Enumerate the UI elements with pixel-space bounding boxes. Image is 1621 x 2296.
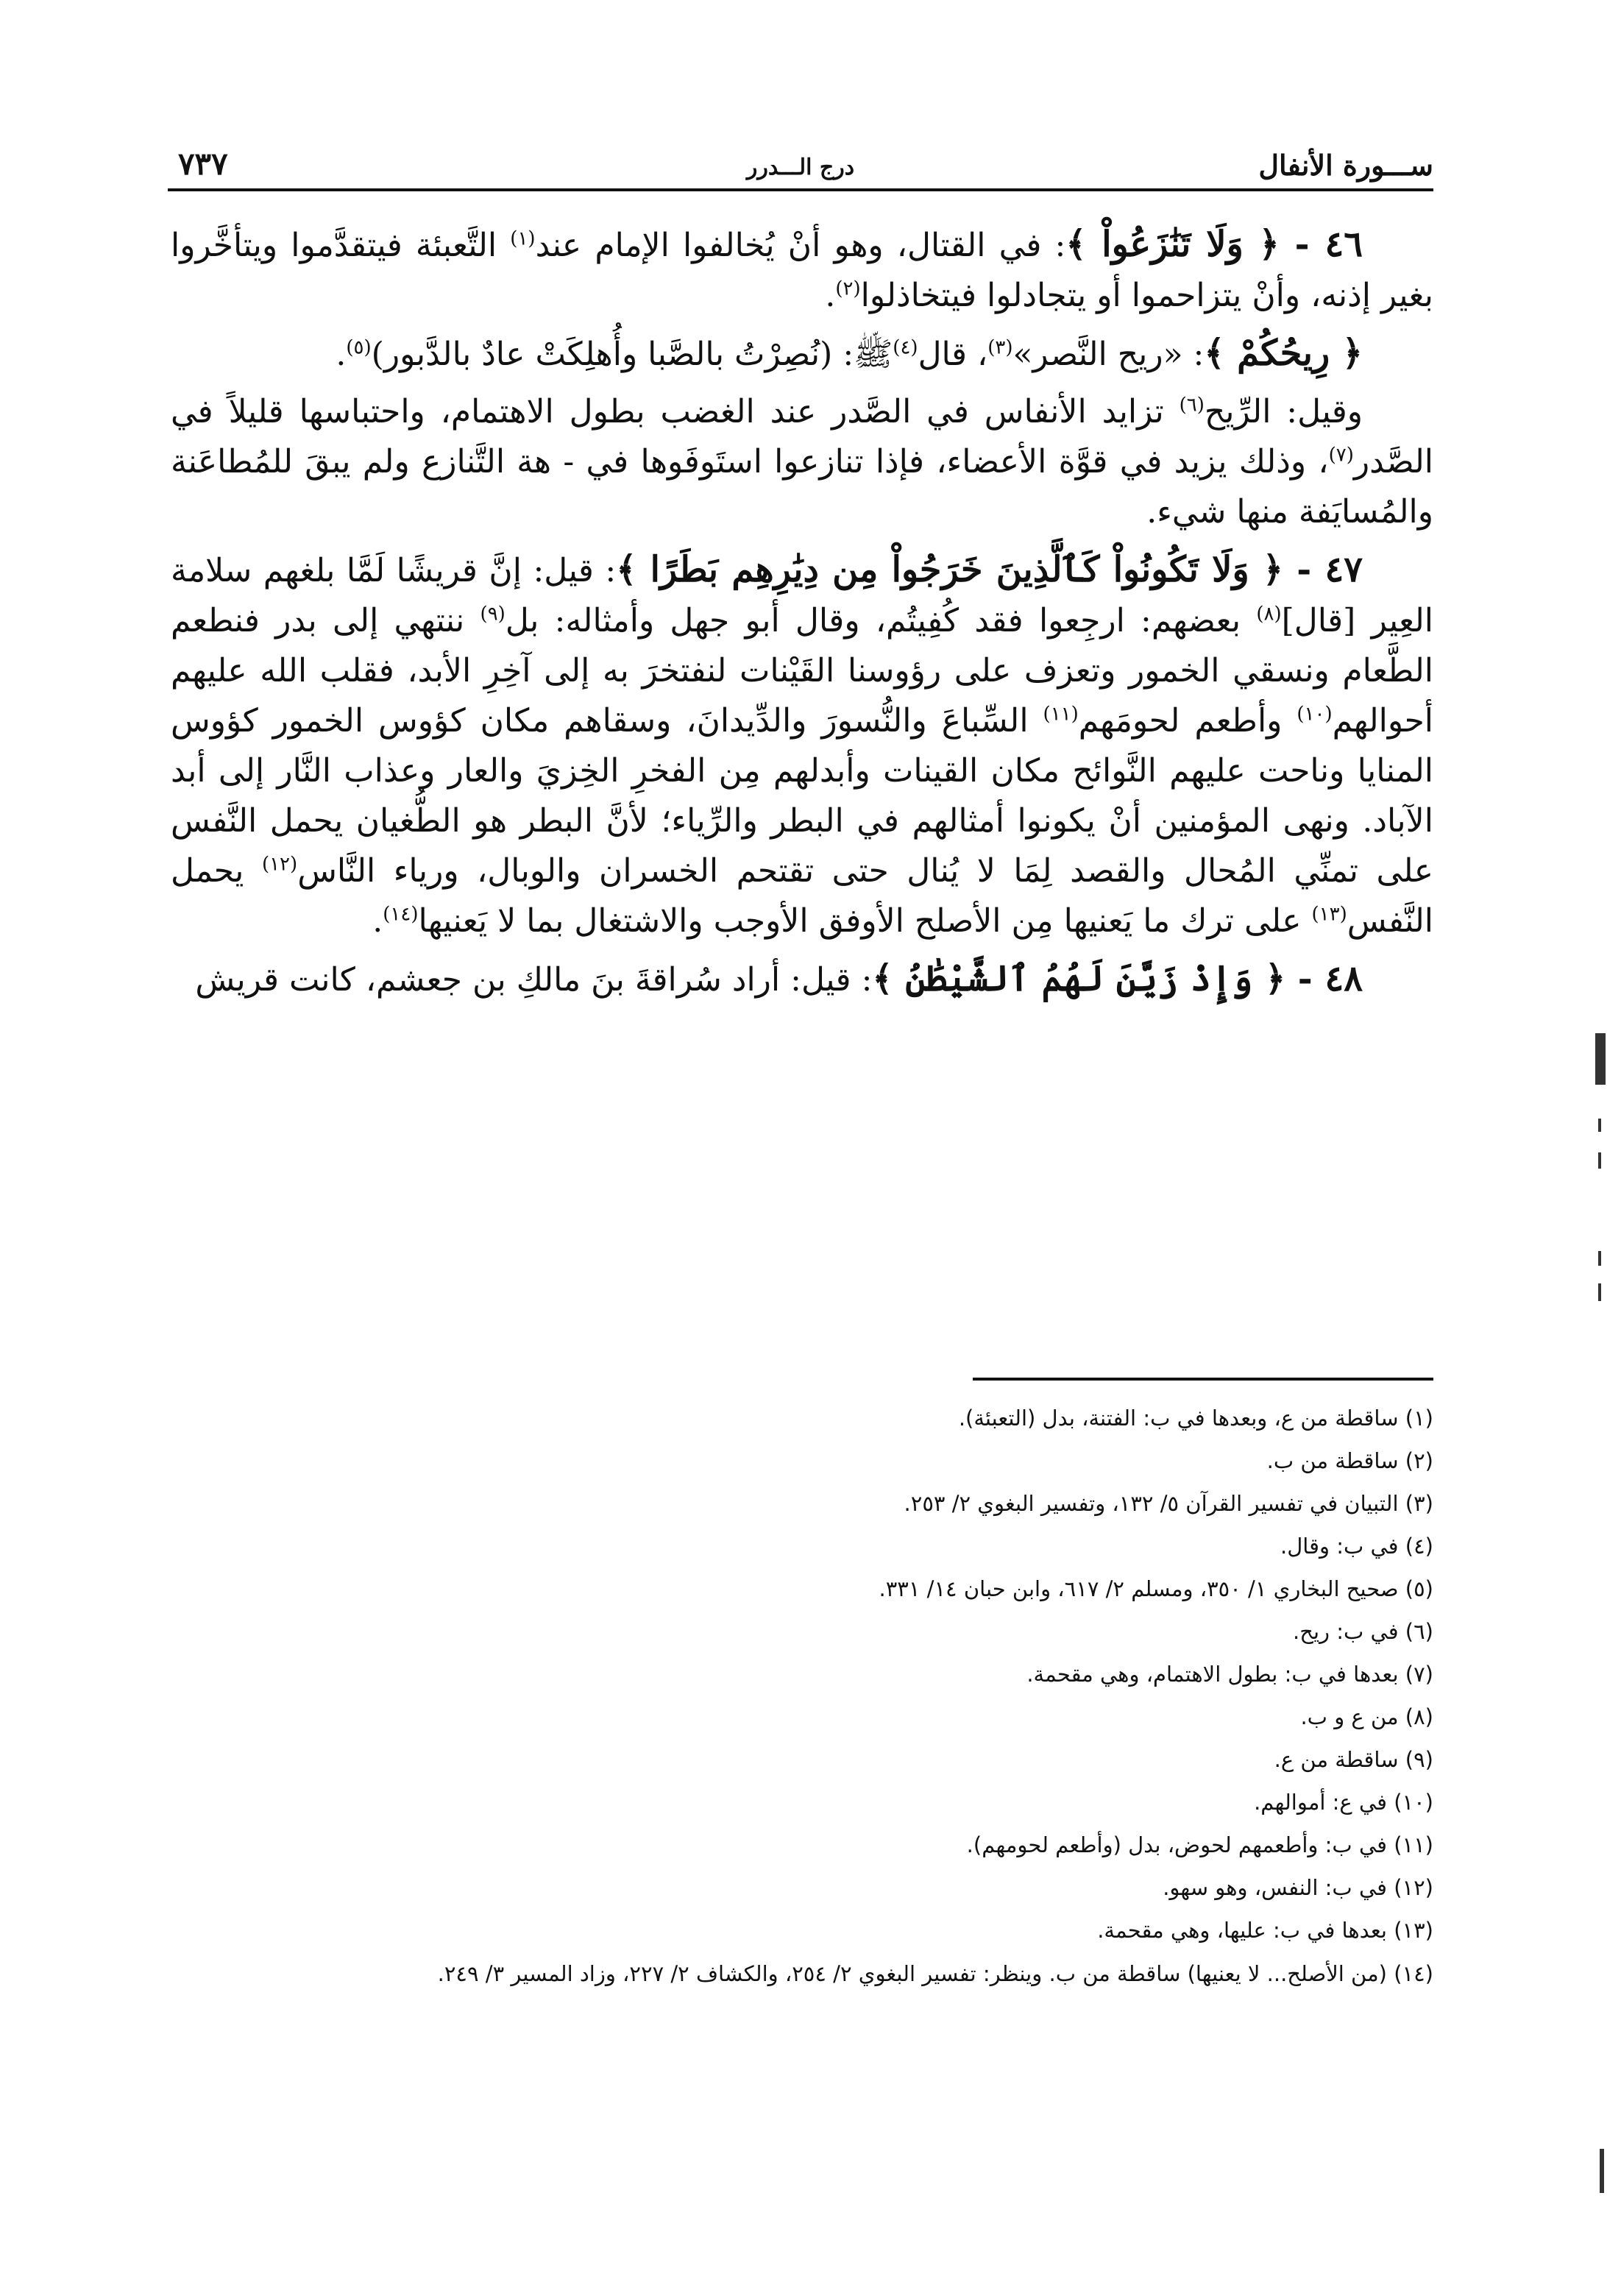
footnote-item: (٦) في ب: ريح. xyxy=(1293,1619,1433,1644)
footnote-item: (١٤) (من الأصلح... لا يعنيها) ساقطة من ب. وينظر: تفسير البغوي ٢/ ٢٥٤، والكشاف ٢/ ٢٢٧، وزاد المسير ٣/ ٢٤٩. xyxy=(437,1961,1433,1986)
paragraph-text: وأطعم لحومَهم xyxy=(1078,702,1297,740)
footnote-ref[interactable]: (٧) xyxy=(1328,444,1354,467)
paragraph-wind xyxy=(171,387,1433,537)
footnote-item: (١٢) في ب: النفس، وهو سهو. xyxy=(1163,1875,1433,1900)
paragraph-text: وقيل: الرِّيح xyxy=(1204,393,1363,431)
footnote-item: (٥) صحيح البخاري ١/ ٣٥٠، ومسلم ٢/ ٦١٧، وابن حبان ١٤/ ٣٣١. xyxy=(879,1576,1433,1601)
footnote-item: (١٣) بعدها في ب: عليها، وهي مقحمة. xyxy=(1097,1918,1433,1943)
footnote-ref[interactable]: (١٠) xyxy=(1297,703,1333,726)
paragraph-verse-46 xyxy=(171,219,1433,321)
quran-quote: ﴿ وَلَا تَنَٰزَعُواْ ﴾ xyxy=(1065,224,1280,265)
book-title: درج الـــدرر xyxy=(746,155,855,180)
paragraph-text: بعضهم: ارجِعوا فقد كُفِيتُم، وقال أبو جهل وأمثاله: بل xyxy=(505,602,1257,639)
verse-number: ٤٧ - xyxy=(1283,549,1363,590)
paragraph-text: : «ريح النَّصر» xyxy=(1012,336,1205,373)
scan-mark xyxy=(1598,1283,1601,1301)
footnote-separator xyxy=(973,1378,1433,1381)
paragraph-rihukum xyxy=(171,328,1433,380)
paragraph-verse-48 xyxy=(171,954,1433,1005)
footnote-ref[interactable]: (١٣) xyxy=(1311,903,1347,926)
paragraph-text: ننتهي إلى بدر فنطعم الطَّعام ونسقي الخمور وتعزف على رؤوسنا القَيْنات لنفتخرَ به إلى آخِرِ الأبد، فقلب الله عليهم أحوالهم xyxy=(171,602,1433,740)
paragraph-text: : في القتال، وهو أنْ يُخالفوا الإمام عند xyxy=(535,227,1066,264)
footnote-item: (١١) في ب: وأطعمهم لحوض، بدل (وأطعم لحومهم). xyxy=(966,1832,1433,1857)
paragraph-text: ، قال xyxy=(918,336,988,373)
quran-quote: ﴿ رِيحُكُمْ ﴾ xyxy=(1204,333,1363,374)
paragraph-text: . xyxy=(372,902,383,940)
paragraph-text: تزايد الأنفاس في الصَّدر عند الغضب بطول الاهتمام، واحتباسها قليلاً في الصَّدر xyxy=(171,393,1433,481)
footnote-ref[interactable]: (٤) xyxy=(893,336,918,359)
footnote-ref[interactable]: (٦) xyxy=(1179,394,1205,417)
running-header xyxy=(168,144,1433,191)
footnote-ref[interactable]: (٢) xyxy=(835,277,861,300)
footnotes-list xyxy=(171,1397,1433,1991)
scan-mark xyxy=(1598,1152,1601,1169)
footnote-ref[interactable]: (٩) xyxy=(480,603,506,626)
paragraph-text: على ترك ما يَعنيها مِن الأصلح الأوفق الأوجب والاشتغال بما لا يَعنيها xyxy=(418,902,1312,940)
footnote-ref[interactable]: (٣) xyxy=(987,336,1013,359)
verse-number: ٤٦ - xyxy=(1279,224,1363,265)
paragraph-text: : قيل: إنَّ قريشًا لَمَّا بلغهم سلامة العِير [قال] xyxy=(171,552,1433,639)
paragraph-text: التَّعبئة فيتقدَّموا ويتأخَّروا بغير إذنه، وأنْ يتزاحموا أو يتجادلوا فيتخاذلوا xyxy=(171,227,1433,314)
footnote-ref[interactable]: (٥) xyxy=(346,336,372,359)
verse-number: ٤٨ - xyxy=(1285,958,1363,999)
paragraph-text: السِّباعَ والنُّسورَ والدِّيدانَ، وسقاهم مكان كؤوس الخمور كؤوس المنايا وناحت عليهم النَّوائح مكان القينات وأبدلهم مِن الفخرِ الخِزيَ والعار وعذاب النَّار إلى أبد الآباد. ونهى المؤمنين أنْ يكونوا أمثالهم في البطر والرِّياء؛ لأنَّ البطر هو الطُّغيان يحمل النَّفس على تمنِّي المُحال والقصد لِمَا لا يُنال حتى تقتحم الخسران والوبال، ورياء النَّاس xyxy=(171,702,1434,890)
footnote-item: (١) ساقطة من ع، وبعدها في ب: الفتنة، بدل (التعبئة). xyxy=(958,1406,1433,1431)
quran-quote: ﴿ وَإِذْ زَيَّنَ لَهُمُ ٱلشَّيْطَٰنُ ﴾ xyxy=(872,958,1286,999)
paragraph-text: ﷺ: (نُصِرْتُ بالصَّبا وأُهلِكَتْ عادٌ بالدَّبور) xyxy=(371,336,893,373)
scan-mark xyxy=(1600,2149,1604,2193)
footnote-ref[interactable]: (٨) xyxy=(1256,603,1282,626)
quran-quote: ﴿ وَلَا تَكُونُواْ كَٱلَّذِينَ خَرَجُواْ مِن دِيَٰرِهِم بَطَرًا ﴾ xyxy=(616,549,1284,590)
footnote-item: (٧) بعدها في ب: بطول الاهتمام، وهي مقحمة. xyxy=(1026,1662,1433,1687)
footnote-ref[interactable]: (١٤) xyxy=(383,903,419,926)
paragraph-verse-47 xyxy=(171,545,1433,946)
footnote-item: (٢) ساقطة من ب. xyxy=(1266,1448,1433,1473)
footnote-item: (٩) ساقطة من ع. xyxy=(1274,1747,1433,1772)
surah-title: ســـورة الأنفال xyxy=(1258,149,1433,182)
paragraph-text: ، وذلك يزيد في قوَّة الأعضاء، فإذا تنازعوا استَوفَوها في - هة التَّنازع ولم يبقَ للمُطاعَنة والمُسايَفة منها شيء. xyxy=(171,443,1433,531)
scan-mark xyxy=(1595,1033,1606,1085)
scan-mark xyxy=(1598,1251,1601,1266)
footnote-ref[interactable]: (١١) xyxy=(1043,703,1079,726)
scan-mark xyxy=(1598,1119,1601,1132)
footnote-item: (٣) التبيان في تفسير القرآن ٥/ ١٣٢، وتفسير البغوي ٢/ ٢٥٣. xyxy=(904,1491,1433,1516)
footnote-item: (٨) من ع و ب. xyxy=(1300,1704,1433,1729)
paragraph-text: . xyxy=(336,336,347,373)
paragraph-text: . xyxy=(825,277,836,314)
paragraph-text: : قيل: أراد سُراقةَ بنَ مالكِ بن جعشم، كانت قريش xyxy=(195,961,873,999)
paragraph-text: يحمل النَّفس xyxy=(171,852,1433,940)
main-text xyxy=(171,219,1433,1013)
footnote-ref[interactable]: (١٢) xyxy=(261,853,298,876)
footnote-item: (١٠) في ع: أموالهم. xyxy=(1254,1790,1433,1815)
page-number: ٧٣٧ xyxy=(178,146,228,182)
footnote-ref[interactable]: (١) xyxy=(510,227,536,250)
footnote-item: (٤) في ب: وقال. xyxy=(1280,1534,1433,1559)
